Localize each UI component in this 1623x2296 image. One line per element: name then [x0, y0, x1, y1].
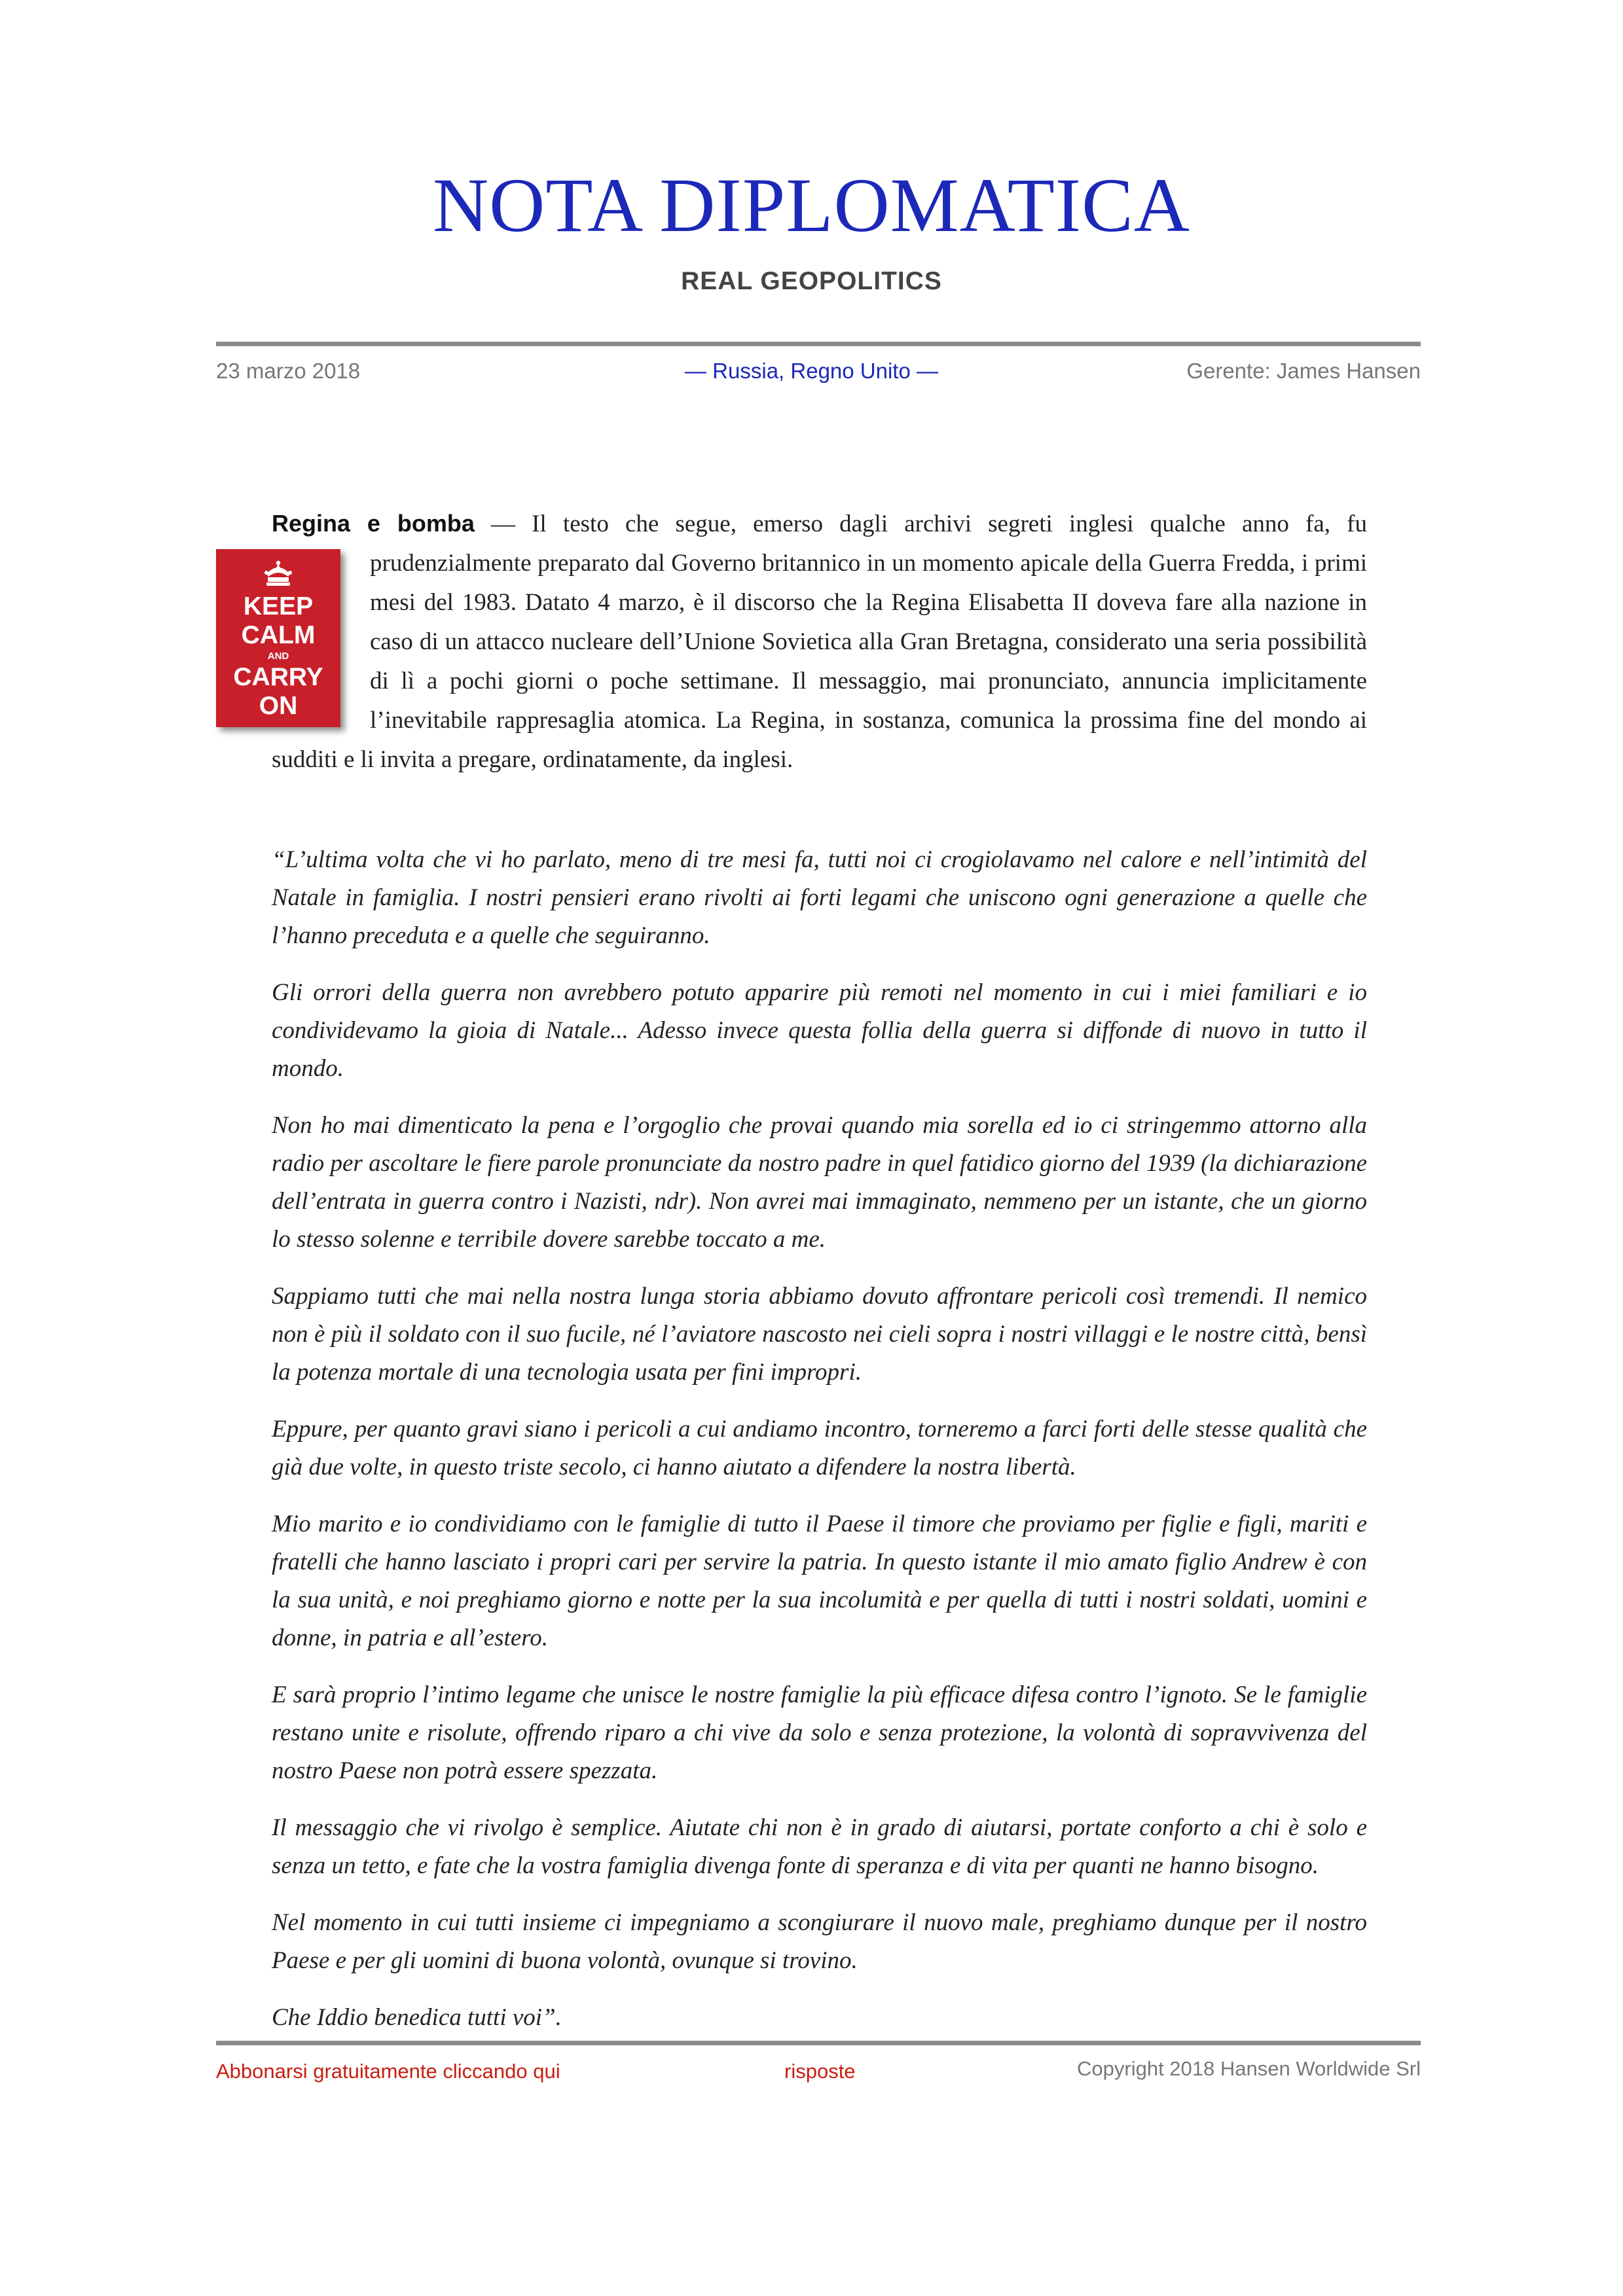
keep-calm-poster — [216, 549, 350, 732]
editor-credit: Gerente: James Hansen — [1186, 359, 1421, 383]
footer-divider — [216, 2041, 1421, 2045]
page-title: NOTA DIPLOMATICA — [432, 162, 1191, 248]
article-lead — [233, 504, 1367, 780]
crown-icon — [216, 549, 340, 592]
quote-paragraph: Eppure, per quanto gravi siano i pericoli a cui andiamo incontro, torneremo a farci forti delle stesse qualità che già due volte, in questo triste secolo, ci hanno aiutato a difendere la nostra libertà. — [272, 1416, 1367, 1480]
poster-line-calm: CALM — [241, 621, 316, 649]
header-divider — [216, 342, 1421, 346]
poster-line-carry: CARRY — [233, 663, 323, 691]
quote-paragraph: Che Iddio benedica tutti voi”. — [272, 2004, 562, 2031]
issue-date: 23 marzo 2018 — [216, 359, 361, 383]
lead-text-first: — Il testo che segue, emerso dagli archivi segreti inglesi qualche anno fa, fu prudenzialmente preparato dal Governo britannico in un momento apicale della Guerra Fredda, i primi — [370, 511, 1367, 577]
poster-line-keep: KEEP — [243, 592, 314, 620]
quote-paragraph: “L’ultima volta che vi ho parlato, meno di tre mesi fa, tutti noi ci crogiolavamo nel calore e nell’intimità del Natale in famiglia. I nostri pensieri erano rivolti ai forti legami che uniscono ogni generazione a quelle che l’hanno preceduta e a quelle che seguiranno. — [272, 846, 1367, 949]
quote-paragraph: Nel momento in cui tutti insieme ci impegniamo a scongiurare il nuovo male, preghiamo dunque per il nostro Paese e per gli uomini di buona volontà, ovunque si trovino. — [272, 1909, 1367, 1974]
quote-paragraph: Il messaggio che vi rivolgo è semplice. Aiutate chi non è in grado di aiutarsi, portate conforto a chi è solo e senza un tetto, e fate che la vostra famiglia divenga fonte di speranza e di vita per quanti ne hanno bisogno. — [272, 1814, 1367, 1879]
quote-paragraph: Non ho mai dimenticato la pena e l’orgoglio che provai quando mia sorella ed io ci stringemmo attorno alla radio per ascoltare le fiere parole pronunciate da nostro padre in quel fatidico giorno del 1939 (la dichiarazione dell’entrata in guerra contro i Nazisti, ndr). Non avrei mai immaginato, nemmeno per un istante, che un giorno lo stesso solenne e terribile dovere sarebbe toccato a me. — [272, 1112, 1367, 1253]
quote-paragraph: Sappiamo tutti che mai nella nostra lunga storia abbiamo dovuto affrontare pericoli così tremendi. Il nemico non è più il soldato con il suo fucile, né l’aviatore nascosto nei cieli sopra i nostri villaggi e le nostre città, bensì la potenza mortale di una tecnologia usata per fini impropri. — [272, 1283, 1367, 1386]
replies-link[interactable]: risposte — [784, 2060, 856, 2083]
poster-line-on: ON — [259, 692, 298, 720]
quote-paragraph: Mio marito e io condividiamo con le famiglie di tutto il Paese il timore che proviamo per figlie e figli, mariti e fratelli che hanno lasciato i propri cari per servire la patria. In questo istante il mio amato figlio Andrew è con la sua unità, e noi preghiamo giorno e notte per la sua incolumità e per quella di tutti i nostri soldati, uomini e donne, in patria e all’estero. — [272, 1511, 1367, 1651]
poster-line-and: AND — [267, 651, 289, 662]
tags-link[interactable]: Russia, Regno Unito — [712, 359, 911, 383]
copyright-notice: Copyright 2018 Hansen Worldwide Srl — [1077, 2057, 1421, 2080]
subscribe-link[interactable]: Abbonarsi gratuitamente cliccando qui — [216, 2060, 560, 2083]
tags-suffix: — — [910, 359, 938, 383]
article-kicker: Regina e bomba — [272, 510, 475, 537]
quote-paragraph: Gli orrori della guerra non avrebbero potuto apparire più remoti nel momento in cui i miei familiari e io condividevamo la gioia di Natale... Adesso invece questa follia della guerra si diffonde di nuovo in tutto il mondo. — [272, 979, 1367, 1082]
quote-paragraph: E sarà proprio l’intimo legame che unisce le nostre famiglie la più efficace difesa contro l’ignoto. Se le famiglie restano unite e risolute, offrendo riparo a chi vive da solo e senza protezione, la volontà di sopravvivenza del nostro Paese non potrà essere spezzata. — [272, 1681, 1367, 1784]
speech-quote — [272, 841, 1367, 2056]
page-subtitle: REAL GEOPOLITICS — [681, 267, 942, 295]
poster-image — [216, 549, 340, 727]
lead-text-rest: mesi del 1983. Datato 4 marzo, è il discorso che la Regina Elisabetta II doveva fare alla nazione in caso di un attacco nucleare dell’Unione Sovietica alla Gran Bretagna, considerato una seria possibilità di lì a pochi giorni o poche settimane. Il messaggio, mai pronunciato, annuncia implicitamente l’inevitabile rappresaglia atomica. La Regina, in sostanza, comunica la prossima fine del mondo ai sudditi e li invita a pregare, ordinatamente, da inglesi. — [272, 589, 1367, 773]
tags-prefix: — — [685, 359, 713, 383]
